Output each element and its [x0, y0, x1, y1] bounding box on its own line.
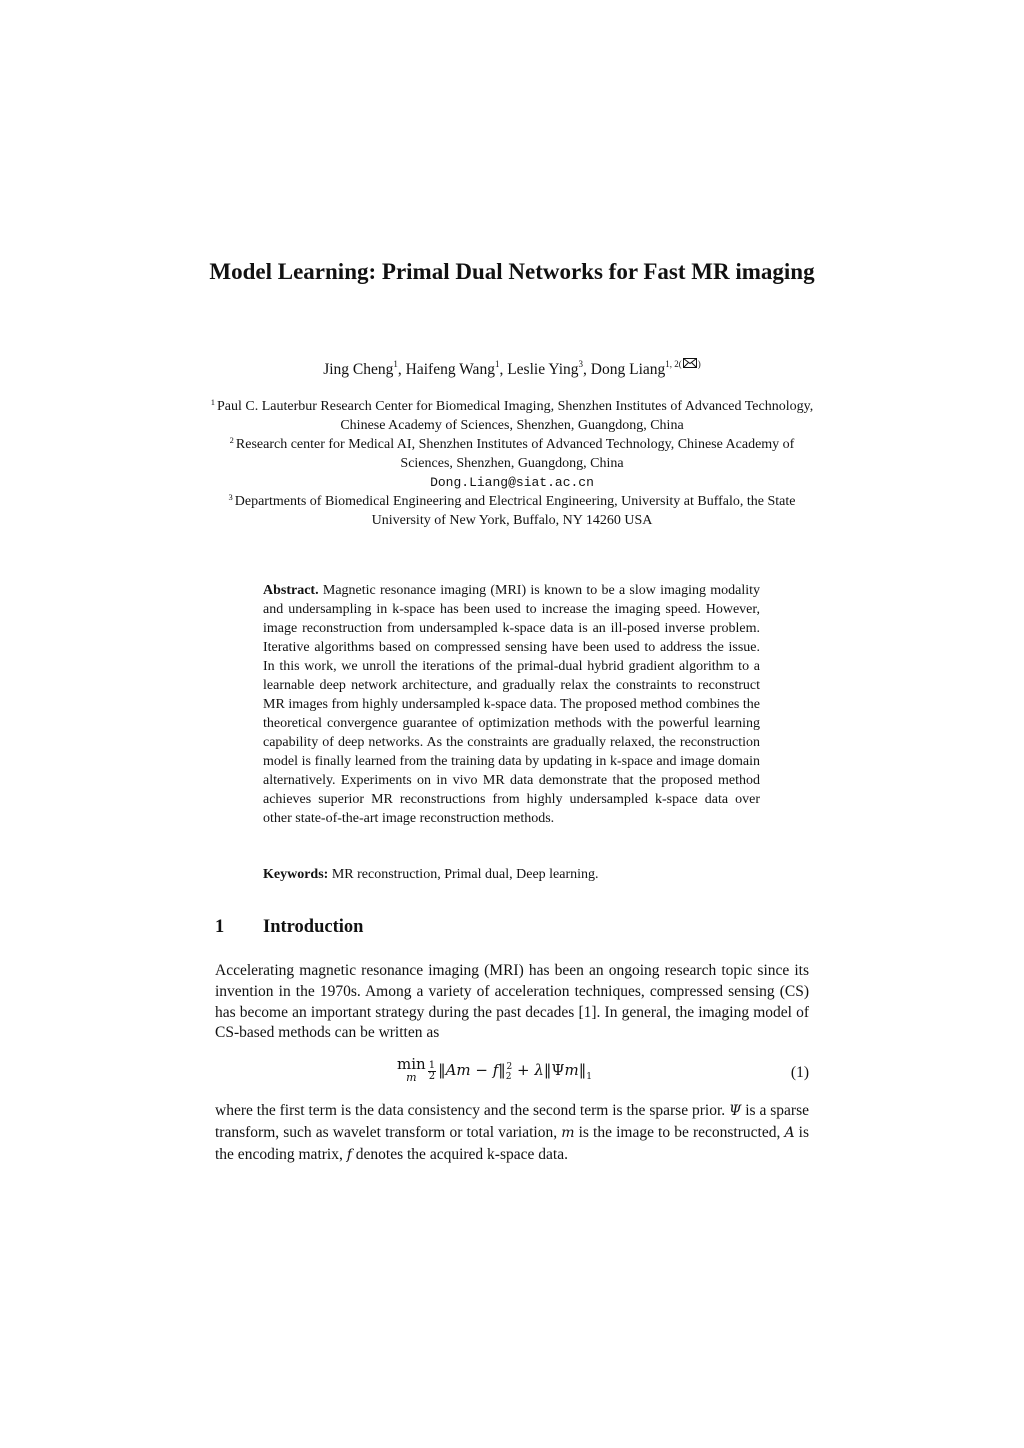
- equation-description: where the first term is the data consistency and the second term is the sparse prior. Ψ is a sparse transform, such as wavelet transform or total variation, m is the image to be reconstructed, A is the encoding matrix, f denotes the acquired k-space data.: [215, 1102, 810, 1163]
- author-name: Dong Liang: [590, 361, 666, 378]
- author-affil-sup: 1: [494, 359, 500, 369]
- author-list: Jing Cheng$^1$, Haifeng Wang$^1$, Leslie Ying$^3$, Dong Liang$^{1, 2( )}$: [323, 359, 701, 378]
- section-number: 1: [215, 917, 225, 937]
- author-name: Jing Cheng: [323, 361, 394, 378]
- section-title: Introduction: [263, 917, 364, 937]
- affiliation-1: $^1$ Paul C. Lauterbur Research Center for Biomedical Imaging, Shenzhen Institutes of Advanced Technology, Chinese Academy of Sciences, Shenzhen, Guangdong, China: [210, 397, 814, 433]
- intro-paragraph: Accelerating magnetic resonance imaging (MRI) has been an ongoing research topic since its invention in the 1970s. Among a variety of acceleration techniques, compressed sensing (CS) has become an important strategy during the past decades [1]. In general, the imaging model of CS-based methods can be written as: [215, 962, 809, 1042]
- equation-number: (1): [790, 1064, 809, 1081]
- author-affil-sup: 3: [578, 359, 584, 369]
- author-name: Leslie Ying: [507, 361, 579, 378]
- keywords: [263, 865, 760, 884]
- symbol-f: f: [346, 1147, 352, 1163]
- symbol-psi: Ψ: [729, 1103, 742, 1119]
- abstract: [263, 581, 760, 828]
- affiliations: [210, 397, 814, 530]
- symbol-a: A: [784, 1125, 795, 1141]
- equation-1: [215, 1056, 809, 1092]
- affiliation-3: $^3$ Departments of Biomedical Engineering and Electrical Engineering, University at Buffalo, the State University of New York, Buffalo, NY 14260 USA: [228, 492, 796, 528]
- section-heading: [215, 917, 815, 938]
- corresponding-email[interactable]: Dong.Liang@siat.ac.cn: [430, 475, 594, 490]
- mail-icon: [683, 358, 697, 368]
- symbol-m: m: [561, 1125, 575, 1141]
- affiliation-2: $^2$ Research center for Medical AI, Shenzhen Institutes of Advanced Technology, Chinese Academy of Sciences, Shenzhen, Guangdong, China: [229, 435, 795, 471]
- keywords-text: MR reconstruction, Primal dual, Deep learning.: [331, 867, 599, 882]
- abstract-text: Magnetic resonance imaging (MRI) is known to be a slow imaging modality and undersampling in k-space has been used to increase the imaging speed. However, image reconstruction from undersampled k-space data is an ill-posed inverse problem. Iterative algorithms based on compressed sensing have been used to address the issue. In this work, we unroll the iterations of the primal-dual hybrid gradient algorithm to a learnable deep network architecture, and gradually relax the constraints to reconstruct MR images from highly undersampled k-space data. The proposed method combines the theoretical convergence guarantee of optimization methods with the powerful learning capability of deep networks. As the constraints are gradually relaxed, the reconstruction model is finally learned from the training data by updating in k-space and image domain alternatively. Experiments on in vivo MR data demonstrate that the proposed method achieves superior MR reconstructions from highly undersampled k-space data over other state-of-the-art image reconstruction methods.: [263, 583, 761, 826]
- paper-title: Model Learning: Primal Dual Networks for Fast MR imaging: [209, 259, 815, 284]
- author-affil-sup: 1, 2: [665, 359, 679, 369]
- keywords-label: Keywords:: [263, 867, 329, 882]
- author-affil-sup: 1: [393, 359, 398, 369]
- abstract-label: Abstract.: [263, 583, 319, 598]
- author-name: Haifeng Wang: [405, 361, 495, 378]
- equation-body: min m $\frac{1}{2}$ ‖Am − $f‖_2^2$ + $\lambda‖\Psi m‖_1$: [397, 1055, 593, 1084]
